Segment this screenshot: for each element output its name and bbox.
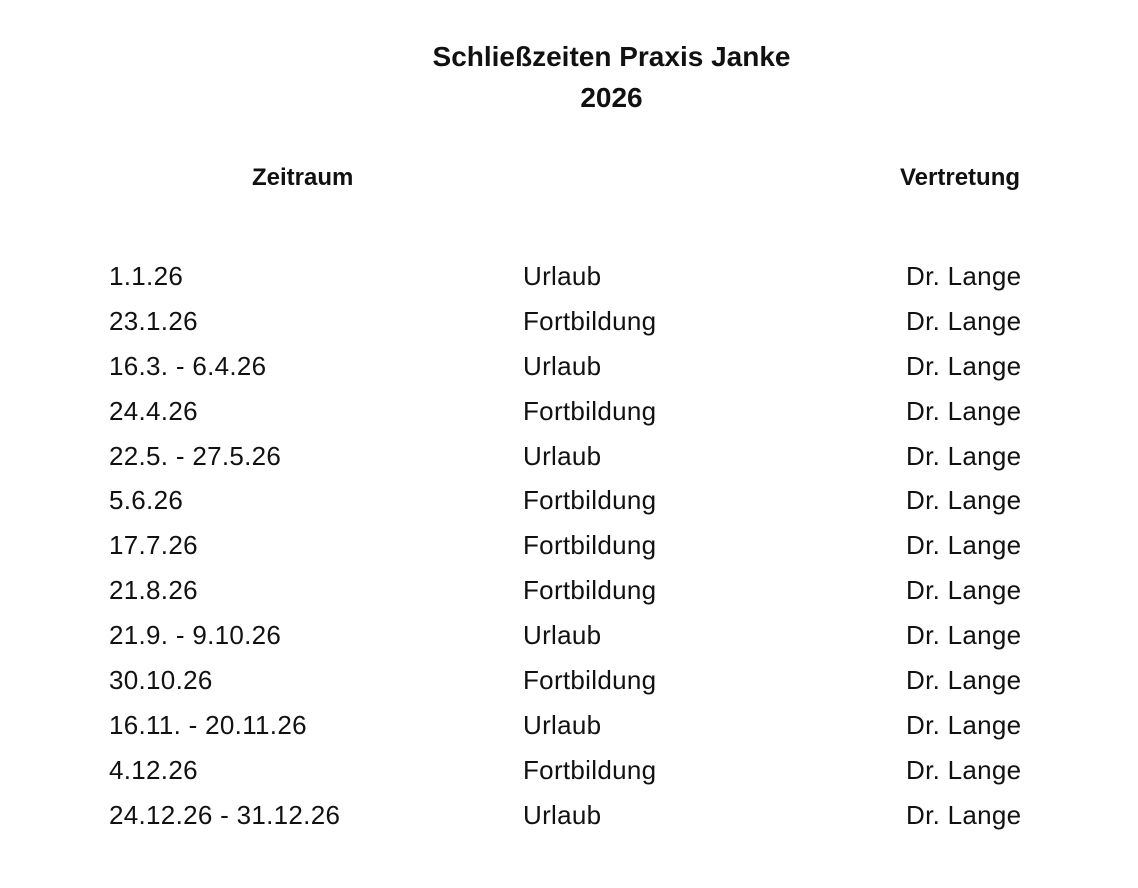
table-row xyxy=(0,254,1138,299)
cell-vertretung: Dr. Lange xyxy=(906,485,1022,516)
table-row xyxy=(0,748,1138,793)
cell-grund: Fortbildung xyxy=(523,530,657,561)
cell-vertretung: Dr. Lange xyxy=(906,261,1022,291)
cell-vertretung: Dr. Lange xyxy=(906,754,1022,785)
cell-zeitraum: 4.12.26 xyxy=(109,754,198,785)
cell-grund: Urlaub xyxy=(523,440,602,471)
cell-zeitraum: 23.1.26 xyxy=(109,305,198,336)
cell-vertretung: Dr. Lange xyxy=(906,350,1022,381)
table-row xyxy=(0,389,1138,434)
cell-vertretung: Dr. Lange xyxy=(906,709,1022,740)
cell-vertretung: Dr. Lange xyxy=(906,799,1022,830)
cell-vertretung: Dr. Lange xyxy=(906,575,1022,606)
cell-grund: Urlaub xyxy=(523,709,602,740)
cell-zeitraum: 16.11. - 20.11.26 xyxy=(109,709,307,740)
cell-zeitraum: 5.6.26 xyxy=(109,485,184,516)
cell-grund: Fortbildung xyxy=(523,395,657,426)
table-row xyxy=(0,478,1138,523)
cell-grund: Urlaub xyxy=(523,350,602,381)
cell-grund: Fortbildung xyxy=(523,305,657,336)
cell-zeitraum: 24.12.26 - 31.12.26 xyxy=(109,799,341,830)
page-title: Schließzeiten Praxis Janke xyxy=(432,41,791,72)
cell-grund: Urlaub xyxy=(523,799,602,830)
cell-vertretung: Dr. Lange xyxy=(906,530,1022,561)
cell-vertretung: Dr. Lange xyxy=(906,620,1022,651)
cell-zeitraum: 17.7.26 xyxy=(109,530,198,561)
cell-zeitraum: 22.5. - 27.5.26 xyxy=(109,440,282,471)
table-row xyxy=(0,658,1138,703)
cell-zeitraum: 24.4.26 xyxy=(109,395,198,426)
cell-vertretung: Dr. Lange xyxy=(906,395,1022,426)
table-row xyxy=(0,434,1138,479)
table-row xyxy=(0,344,1138,389)
cell-grund: Fortbildung xyxy=(523,754,657,785)
cell-zeitraum: 21.8.26 xyxy=(109,575,198,606)
cell-zeitraum: 16.3. - 6.4.26 xyxy=(109,350,267,381)
table-row xyxy=(0,299,1138,344)
cell-zeitraum: 30.10.26 xyxy=(109,665,213,696)
cell-vertretung: Dr. Lange xyxy=(906,440,1022,471)
table-row xyxy=(0,703,1138,748)
cell-zeitraum: 1.1.26 xyxy=(109,261,184,291)
closure-table xyxy=(0,254,1138,838)
cell-grund: Fortbildung xyxy=(523,575,657,606)
column-header-zeitraum: Zeitraum xyxy=(252,164,354,191)
table-row xyxy=(0,613,1138,658)
column-header-vertretung: Vertretung xyxy=(900,164,1021,191)
page-year: 2026 xyxy=(580,82,643,113)
cell-zeitraum: 21.9. - 9.10.26 xyxy=(109,620,282,651)
table-row xyxy=(0,523,1138,568)
cell-grund: Urlaub xyxy=(523,620,602,651)
cell-grund: Fortbildung xyxy=(523,485,657,516)
table-row xyxy=(0,793,1138,838)
cell-vertretung: Dr. Lange xyxy=(906,305,1022,336)
table-row xyxy=(0,568,1138,613)
cell-grund: Fortbildung xyxy=(523,665,657,696)
cell-vertretung: Dr. Lange xyxy=(906,665,1022,696)
cell-grund: Urlaub xyxy=(523,261,602,291)
